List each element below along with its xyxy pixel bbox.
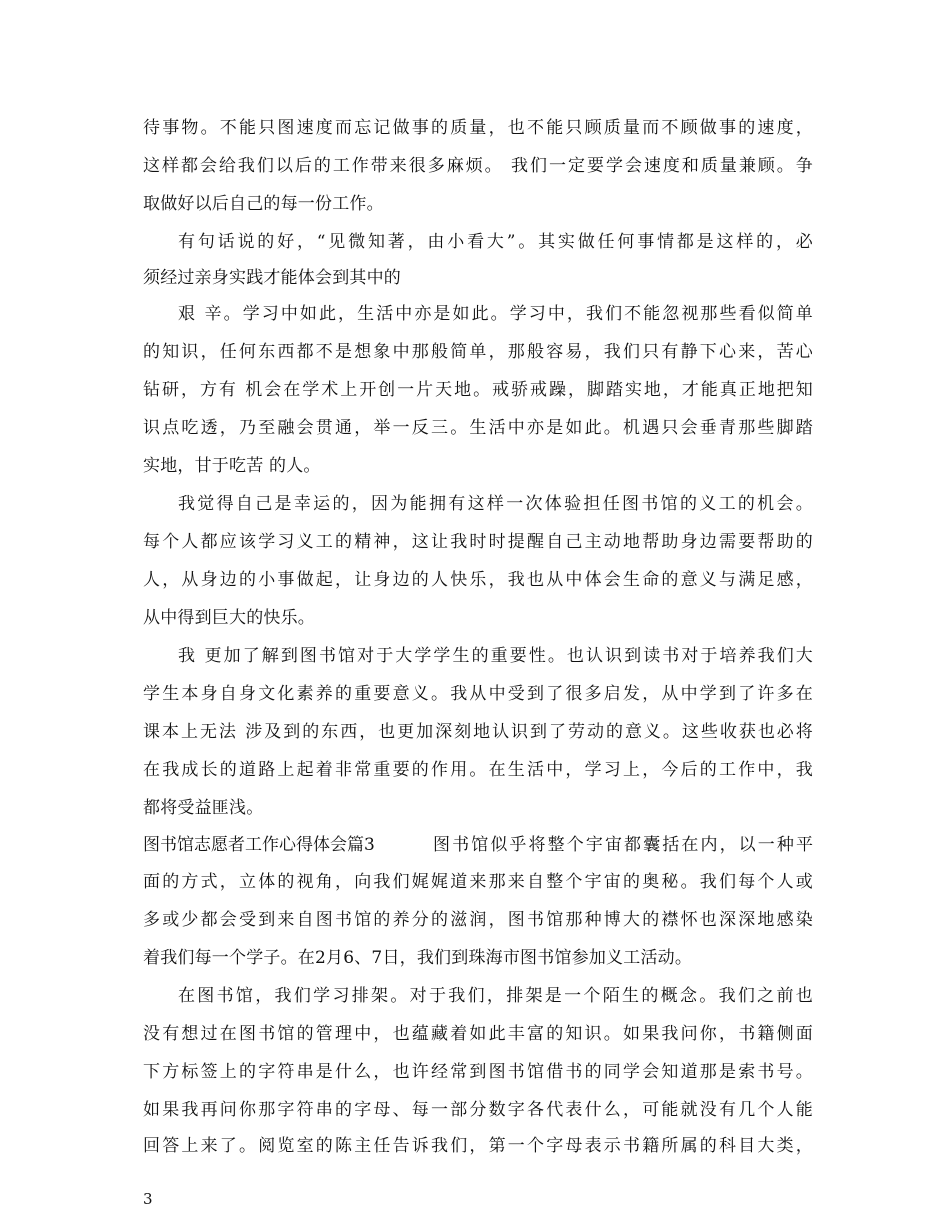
body-line: 的知识，任何东西都不是想象中那般简单，那般容易，我们只有静下心来，苦心 bbox=[143, 342, 813, 362]
body-line: 待事物。不能只图速度而忘记做事的质量，也不能只顾质量而不顾做事的速度， bbox=[143, 118, 813, 138]
body-line: 这样都会给我们以后的工作带来很多麻烦。 我们一定要学会速度和质量兼顾。争 bbox=[143, 156, 813, 176]
body-line: 从中得到巨大的快乐。 bbox=[143, 608, 315, 628]
body-line: 课本上无法 涉及到的东西，也更加深刻地认识到了劳动的意义。这些收获也必将 bbox=[143, 722, 813, 742]
body-line: 着我们每一个学子。在2月6、7日，我们到珠海市图书馆参加义工活动。 bbox=[143, 948, 693, 968]
body-line: 多或少都会受到来自图书馆的养分的滋润，图书馆那种博大的襟怀也深深地感染 bbox=[143, 910, 813, 930]
section-heading-continuation: 图书馆似乎将整个宇宙都囊括在内，以一种平 bbox=[433, 835, 813, 855]
body-line: 下方标签上的字符串是什么，也许经常到图书馆借书的同学会知道那是索书号。 bbox=[143, 1062, 813, 1082]
body-line: 人，从身边的小事做起，让身边的人快乐，我也从中体会生命的意义与满足感， bbox=[143, 570, 813, 590]
body-line: 实地，甘于吃苦 的人。 bbox=[143, 456, 321, 476]
body-line: 艰 辛。学习中如此，生活中亦是如此。学习中，我们不能忽视那些看似简单 bbox=[178, 304, 813, 324]
body-line: 都将受益匪浅。 bbox=[143, 798, 264, 818]
body-line: 在我成长的道路上起着非常重要的作用。在生活中，学习上，今后的工作中，我 bbox=[143, 760, 813, 780]
body-line: 在图书馆，我们学习排架。对于我们，排架是一个陌生的概念。我们之前也 bbox=[178, 986, 813, 1006]
body-line: 如果我再问你那字符串的字母、每一部分数字各代表什么，可能就没有几个人能 bbox=[143, 1100, 813, 1120]
body-line: 我 更加了解到图书馆对于大学学生的重要性。也认识到读书对于培养我们大 bbox=[178, 646, 813, 666]
body-line: 面的方式，立体的视角，向我们娓娓道来那来自整个宇宙的奥秘。我们每个人或 bbox=[143, 872, 813, 892]
page-number: 3 bbox=[143, 1190, 153, 1208]
body-line: 有句话说的好，“见微知著，由小看大”。其实做任何事情都是这样的，必 bbox=[178, 232, 813, 252]
body-line: 每个人都应该学习义工的精神，这让我时时提醒自己主动地帮助身边需要帮助的 bbox=[143, 532, 813, 552]
body-line: 须经过亲身实践才能体会到其中的 bbox=[143, 268, 401, 288]
section-heading: 图书馆志愿者工作心得体会篇3 bbox=[143, 835, 375, 855]
body-line: 钻研，方有 机会在学术上开创一片天地。戒骄戒躁，脚踏实地，才能真正地把知 bbox=[143, 380, 813, 400]
body-line: 我觉得自己是幸运的，因为能拥有这样一次体验担任图书馆的义工的机会。 bbox=[178, 494, 813, 514]
body-line: 取做好以后自己的每一份工作。 bbox=[143, 194, 384, 214]
body-line: 回答上来了。阅览室的陈主任告诉我们，第一个字母表示书籍所属的科目大类， bbox=[143, 1136, 813, 1156]
body-line: 识点吃透，乃至融会贯通，举一反三。生活中亦是如此。机遇只会垂青那些脚踏 bbox=[143, 418, 813, 438]
body-line: 学生本身自身文化素养的重要意义。我从中受到了很多启发，从中学到了许多在 bbox=[143, 684, 813, 704]
body-line: 没有想过在图书馆的管理中，也蕴藏着如此丰富的知识。如果我问你，书籍侧面 bbox=[143, 1024, 813, 1044]
